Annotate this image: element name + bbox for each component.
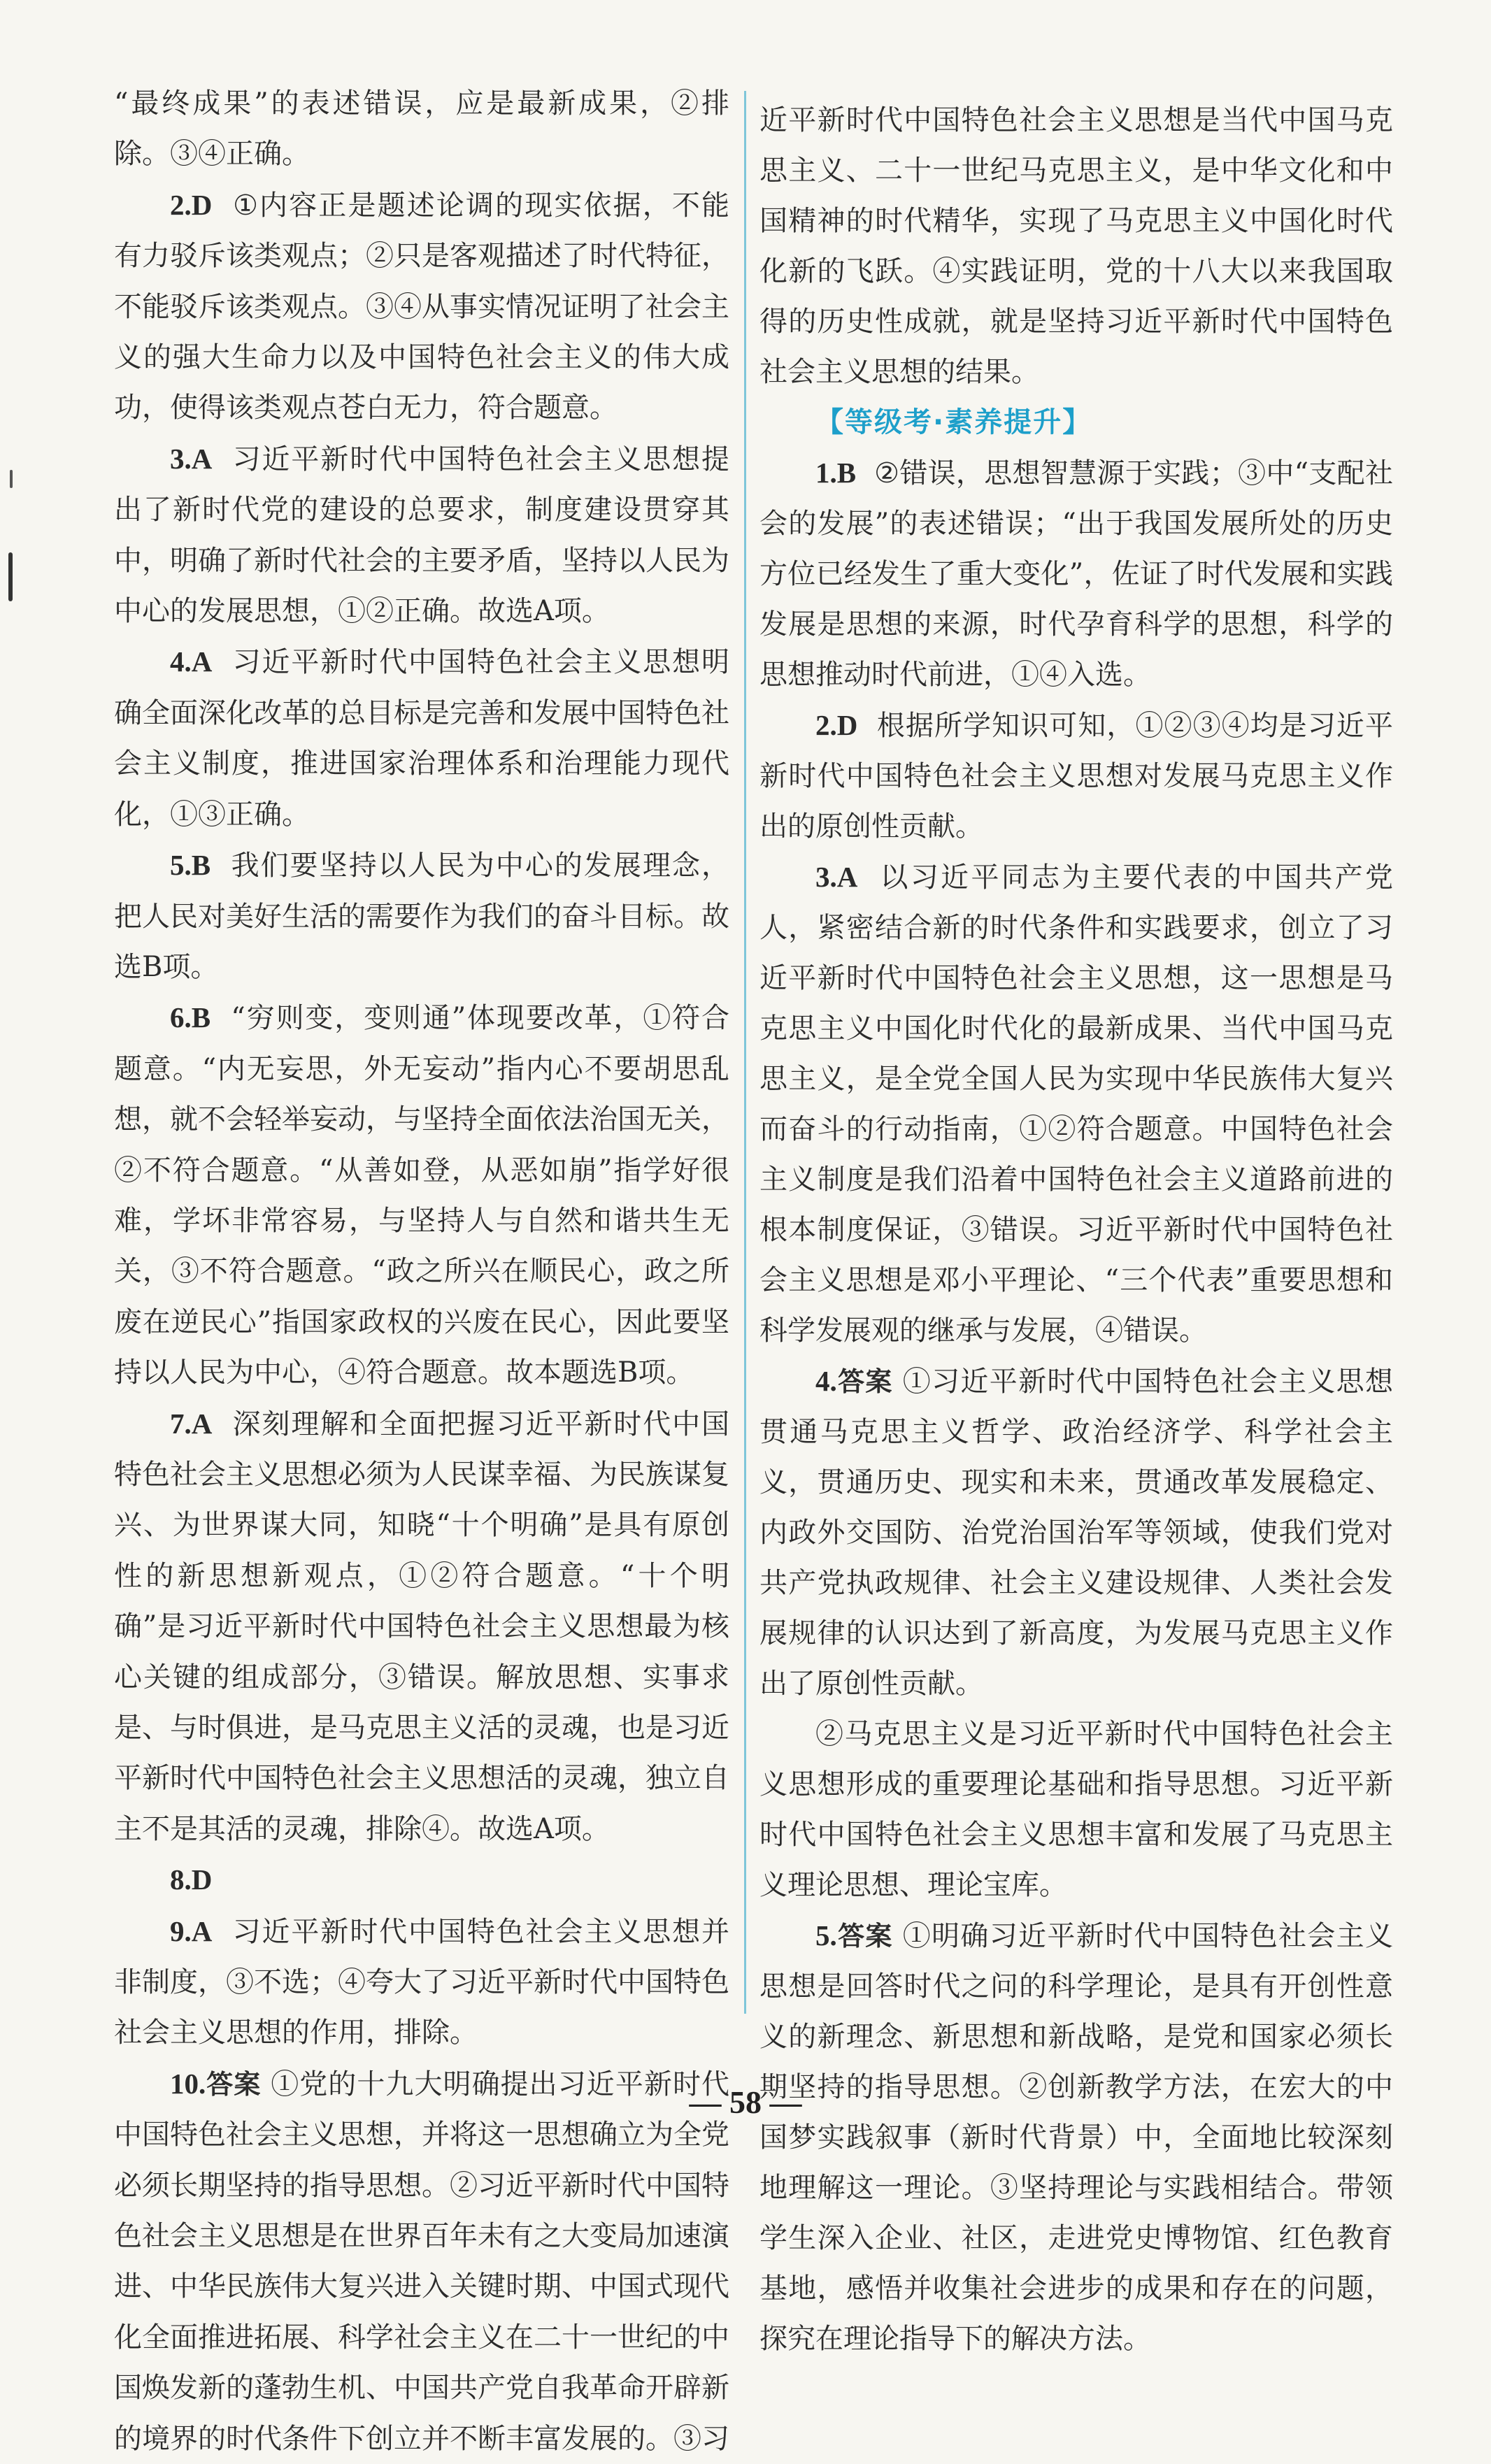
answer-choice: B [191, 849, 211, 882]
answer-paragraph [114, 1906, 729, 2058]
answer-paragraph [759, 1356, 1393, 1709]
answer-text: “最终成果”的表述错误，应是最新成果，②排除。③④正确。 [114, 87, 729, 171]
answer-paragraph [759, 447, 1393, 700]
answer-choice: B [836, 457, 857, 489]
answer-choice: A [191, 1407, 213, 1440]
question-number: 4. [815, 1365, 837, 1397]
answer-label: 答案 [836, 1366, 893, 1397]
answer-paragraph [114, 636, 729, 840]
answer-label: 答案 [206, 2068, 262, 2100]
answer-paragraph [114, 78, 729, 180]
answer-choice: D [191, 1863, 213, 1896]
answer-paragraph [759, 1910, 1393, 2364]
question-number: 3. [815, 861, 837, 893]
answer-text: ①明确习近平新时代中国特色社会主义思想是回答时代之问的科学理论，是具有开创性意义的新理念、新思想和新战略，是党和国家必须长期坚持的指导思想。②创新教学方法，在宏大的中国梦实践叙事（新时代背景）中，全面地比较深刻地理解这一理论。③坚持理论与实践相结合。带领学生深入企业、社区，走进党史博物馆、红色教育基地，感悟并收集社会进步的成果和存在的问题，探究在理论指导下的解决方法。 [759, 1920, 1393, 2355]
column-divider [744, 91, 746, 2014]
question-number: 3. [170, 442, 192, 475]
answer-text: ①习近平新时代中国特色社会主义思想贯通马克思主义哲学、政治经济学、科学社会主义，贯通历史、现实和未来，贯通改革发展稳定、内政外交国防、治党治国治军等领域，使我们党对共产党执政规律、社会主义建设规律、人类社会发展规律的认识达到了新高度，为发展马克思主义作出了原创性贡献。 [759, 1366, 1393, 1700]
answer-text: 习近平新时代中国特色社会主义思想并非制度，③不选；④夸大了习近平新时代中国特色社会主义思想的作用，排除。 [114, 1915, 729, 2049]
answer-label: 答案 [836, 1921, 893, 1951]
question-number: 10. [170, 2067, 206, 2100]
margin-mark [10, 470, 13, 488]
section-heading: 【等级考·素养提升】 [815, 406, 1092, 438]
question-number: 9. [170, 1914, 192, 1947]
answer-text: ②错误，思想智慧源于实践；③中“支配社会的发展”的表述错误；“出于我国发展所处的历史方位已经发生了重大变化”，佐证了时代发展和实践发展是思想的来源，时代孕育科学的思想，科学的思想推动时代前进，①④入选。 [759, 457, 1393, 691]
answer-paragraph [114, 992, 729, 1398]
answer-paragraph [759, 700, 1393, 852]
page-number: — 58 — [689, 2084, 802, 2120]
answer-choice: A [191, 645, 213, 678]
answer-text: 习近平新时代中国特色社会主义思想明确全面深化改革的总目标是完善和发展中国特色社会主义制度，推进国家治理体系和治理能力现代化，①③正确。 [114, 646, 729, 831]
answer-choice: A [191, 442, 213, 475]
answer-text: ①党的十九大明确提出习近平新时代中国特色社会主义思想，并将这一思想确立为全党必须长期坚持的指导思想。②习近平新时代中国特色社会主义思想是在世界百年未有之大变局加速演进、中华民族伟大复兴进入关键时期、中国式现代化全面推进拓展、科学社会主义在二十一世纪的中国焕发新的蓬勃生机、中国共产党自我革命开辟新的境界的时代条件下创立并不断丰富发展的。③习 [114, 2068, 730, 2455]
question-number: 6. [170, 1001, 192, 1034]
answer-text: 深刻理解和全面把握习近平新时代中国特色社会主义思想必须为人民谋幸福、为民族谋复兴、为世界谋大同，知晓“十个明确”是具有原创性的新思想新观点，①②符合题意。“十个明确”是习近平新时代中国特色社会主义思想最为核心关键的组成部分，③错误。解放思想、实事求是、与时俱进，是马克思主义活的灵魂，也是习近平新时代中国特色社会主义思想活的灵魂，独立自主不是其活的灵魂，排除④。故选A项。 [114, 1408, 729, 1845]
right-column [759, 95, 1393, 2364]
answer-text: ②马克思主义是习近平新时代中国特色社会主义思想形成的重要理论基础和指导思想。习近平新时代中国特色社会主义思想丰富和发展了马克思主义理论思想、理论宝库。 [759, 1718, 1393, 1901]
answer-choice: B [191, 1001, 211, 1034]
answer-paragraph [114, 840, 729, 992]
answer-text: 近平新时代中国特色社会主义思想是当代中国马克思主义、二十一世纪马克思主义，是中华文化和中国精神的时代精华，实现了马克思主义中国化时代化新的飞跃。④实践证明，党的十八大以来我国取得的历史性成就，就是坚持习近平新时代中国特色社会主义思想的结果。 [759, 104, 1393, 388]
question-number: 5. [170, 849, 192, 882]
question-number: 4. [170, 645, 192, 678]
answer-paragraph [759, 1709, 1393, 1910]
answer-paragraph [759, 852, 1393, 1356]
answer-paragraph [114, 1398, 729, 1855]
answer-text: 根据所学知识可知，①②③④均是习近平新时代中国特色社会主义思想对发展马克思主义作出的原创性贡献。 [759, 710, 1393, 843]
answer-paragraph [114, 1854, 729, 1905]
question-number: 2. [170, 188, 192, 221]
question-number: 7. [170, 1407, 192, 1440]
answer-choice: A [191, 1914, 213, 1947]
answer-text: 习近平新时代中国特色社会主义思想提出了新时代党的建设的总要求，制度建设贯穿其中，明确了新时代社会的主要矛盾，坚持以人民为中心的发展思想，①②正确。故选A项。 [114, 443, 729, 628]
answer-text: “穷则变，变则通”体现要改革，①符合题意。“内无妄思，外无妄动”指内心不要胡思乱想，就不会轻举妄动，与坚持全面依法治国无关，②不符合题意。“从善如登，从恶如崩”指学好很难，学坏非常容易，与坚持人与自然和谐共生无关，③不符合题意。“政之所兴在顺民心，政之所废在逆民心”指国家政权的兴废在民心，因此要坚持以人民为中心，④符合题意。故本题选B项。 [114, 1002, 729, 1389]
answer-text: ①内容正是题述论调的现实依据，不能有力驳斥该类观点；②只是客观描述了时代特征，不能驳斥该类观点。③④从事实情况证明了社会主义的强大生命力以及中国特色社会主义的伟大成功，使得该类观点苍白无力，符合题意。 [114, 189, 730, 424]
answer-choice: A [836, 861, 858, 893]
answer-choice: D [836, 709, 858, 741]
answer-text: 以习近平同志为主要代表的中国共产党人，紧密结合新的时代条件和实践要求，创立了习近平新时代中国特色社会主义思想，这一思想是马克思主义中国化时代化的最新成果、当代中国马克思主义，是全党全国人民为实现中华民族伟大复兴而奋斗的行动指南，①②符合题意。中国特色社会主义制度是我们沿着中国特色社会主义道路前进的根本制度保证，③错误。习近平新时代中国特色社会主义思想是邓小平理论、“三个代表”重要思想和科学发展观的继承与发展，④错误。 [759, 861, 1393, 1347]
answer-choice: D [191, 188, 213, 221]
question-number: 2. [815, 709, 837, 741]
answer-paragraph [114, 434, 729, 637]
margin-mark [8, 552, 13, 601]
question-number: 5. [815, 1919, 837, 1951]
question-number: 1. [815, 457, 837, 489]
answer-text: 我们要坚持以人民为中心的发展理念，把人民对美好生活的需要作为我们的奋斗目标。故选B项。 [114, 850, 729, 983]
answer-paragraph [114, 180, 729, 434]
question-number: 8. [170, 1863, 192, 1896]
answer-paragraph [759, 95, 1393, 397]
